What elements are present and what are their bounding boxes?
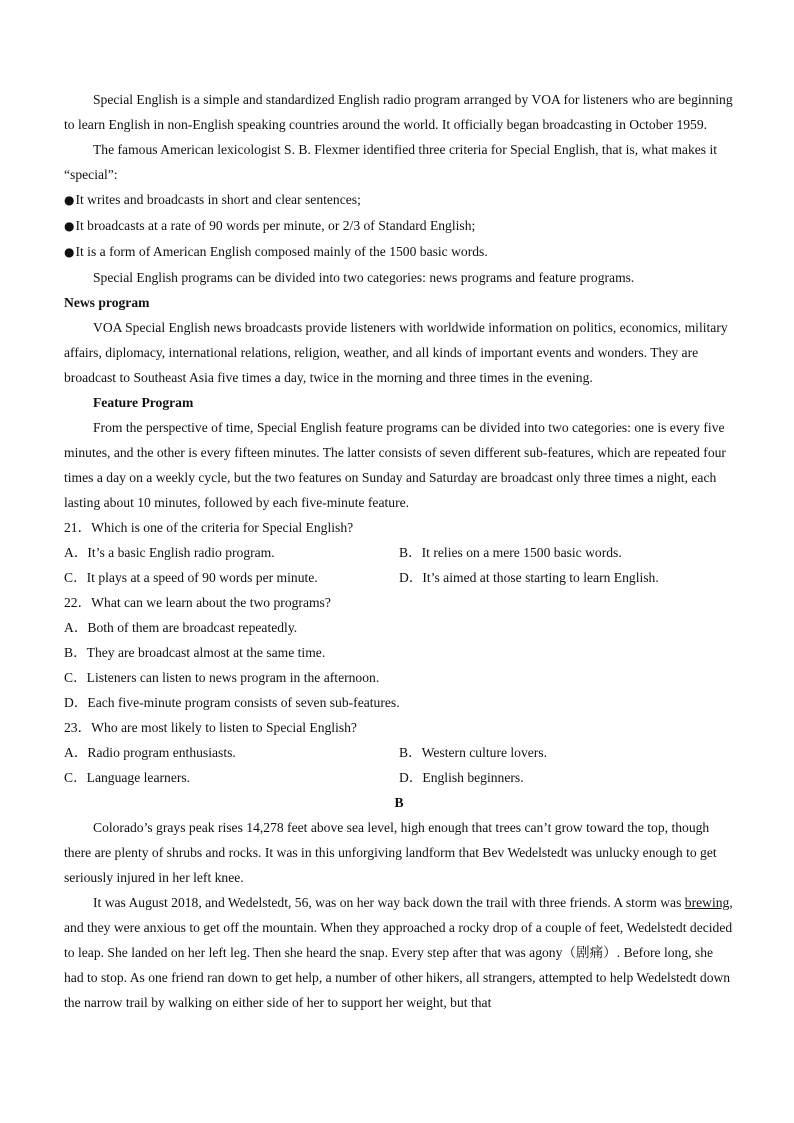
- criteria-bullet-2: [64, 213, 734, 239]
- document-content: [64, 87, 734, 1015]
- criteria-bullet-text: It writes and broadcasts in short and clear sentences;: [75, 192, 361, 207]
- question-21-options-row-2: [64, 565, 734, 590]
- passage-b-paragraph-2-rest: , and they were anxious to get off the mountain. When they approached a rocky drop of a couple of feet, Wedelstedt decided to leap. She landed on her left leg. Then she heard the snap. Every step after that was agony（剧痛）. Before long, she had to stop. As one friend ran down to get help, a number of other hikers, all strangers, attempted to help Wedelstedt down the narrow trail by walking on either side of her to support her weight, but that: [64, 895, 733, 1010]
- question-23-option-c: C．Language learners.: [64, 770, 191, 785]
- passage-a-paragraph-3: Special English programs can be divided into two categories: news programs and feature programs.: [93, 270, 635, 285]
- question-23-stem: 23．Who are most likely to listen to Special English?: [64, 720, 357, 735]
- underlined-word-brewing: brewing: [684, 895, 730, 910]
- question-22-option-d: D．Each five-minute program consists of seven sub-features.: [64, 695, 400, 710]
- question-21-option-b: B．It relies on a mere 1500 basic words.: [399, 545, 622, 560]
- news-program-text: VOA Special English news broadcasts provide listeners with worldwide information on politics, economics, military affairs, diplomacy, international relations, religion, weather, and all kinds of important events and wonders. They are broadcast to Southeast Asia five times a day, twice in the morning and three times in the evening.: [64, 320, 728, 385]
- question-22-option-b: B．They are broadcast almost at the same time.: [64, 645, 326, 660]
- question-22-stem: 22．What can we learn about the two programs?: [64, 595, 331, 610]
- question-21-option-d: D．It’s aimed at those starting to learn English.: [399, 570, 659, 585]
- criteria-bullet-1: [64, 187, 734, 213]
- section-b-label: B: [394, 795, 404, 810]
- criteria-bullet-text: It is a form of American English composed mainly of the 1500 basic words.: [75, 244, 488, 259]
- passage-a-paragraph-2: The famous American lexicologist S. B. Flexmer identified three criteria for Special English, that is, what makes it “special”:: [64, 142, 718, 182]
- question-22-option-c: C．Listeners can listen to news program in the afternoon.: [64, 670, 380, 685]
- feature-program-text: From the perspective of time, Special English feature programs can be divided into two categories: one is every five minutes, and the other is every fifteen minutes. The latter consists of seven different sub-features, which are repeated four times a day on a weekly cycle, but the two features on Sunday and Saturday are broadcast only three times a night, each lasting about 10 minutes, followed by each five-minute feature.: [64, 420, 726, 510]
- question-23-option-a: A．Radio program enthusiasts.: [64, 745, 236, 760]
- question-23-options-row-1: [64, 740, 734, 765]
- passage-a-paragraph-1: Special English is a simple and standardized English radio program arranged by VOA for listeners who are beginning to learn English in non-English speaking countries around the world. It officially began broadcasting in October 1959.: [64, 92, 733, 132]
- question-23-option-b: B．Western culture lovers.: [399, 745, 548, 760]
- criteria-bullet-text: It broadcasts at a rate of 90 words per minute, or 2/3 of Standard English;: [75, 218, 476, 233]
- feature-program-heading: Feature Program: [93, 395, 194, 410]
- passage-b-paragraph-1: Colorado’s grays peak rises 14,278 feet above sea level, high enough that trees can’t grow toward the top, though there are plenty of shrubs and rocks. It was in this unforgiving landform that Bev Wedelstedt was unlucky enough to get seriously injured in her left knee.: [64, 820, 717, 885]
- bullet-dot-icon: ●: [64, 245, 75, 259]
- question-21-stem: 21．Which is one of the criteria for Special English?: [64, 520, 354, 535]
- question-21-options-row-1: [64, 540, 734, 565]
- passage-b-paragraph-2: [64, 890, 734, 1015]
- bullet-dot-icon: ●: [64, 193, 75, 207]
- passage-b-paragraph-2-start: It was August 2018, and Wedelstedt, 56, was on her way back down the trail with three friends. A storm was: [93, 895, 685, 910]
- question-21-option-a: A．It’s a basic English radio program.: [64, 545, 275, 560]
- question-21-option-c: C．It plays at a speed of 90 words per minute.: [64, 570, 318, 585]
- question-23-options-row-2: [64, 765, 734, 790]
- criteria-bullet-3: [64, 239, 734, 265]
- bullet-dot-icon: ●: [64, 219, 75, 233]
- news-program-heading: News program: [64, 295, 150, 310]
- question-23-option-d: D．English beginners.: [399, 770, 524, 785]
- question-22-option-a: A．Both of them are broadcast repeatedly.: [64, 620, 298, 635]
